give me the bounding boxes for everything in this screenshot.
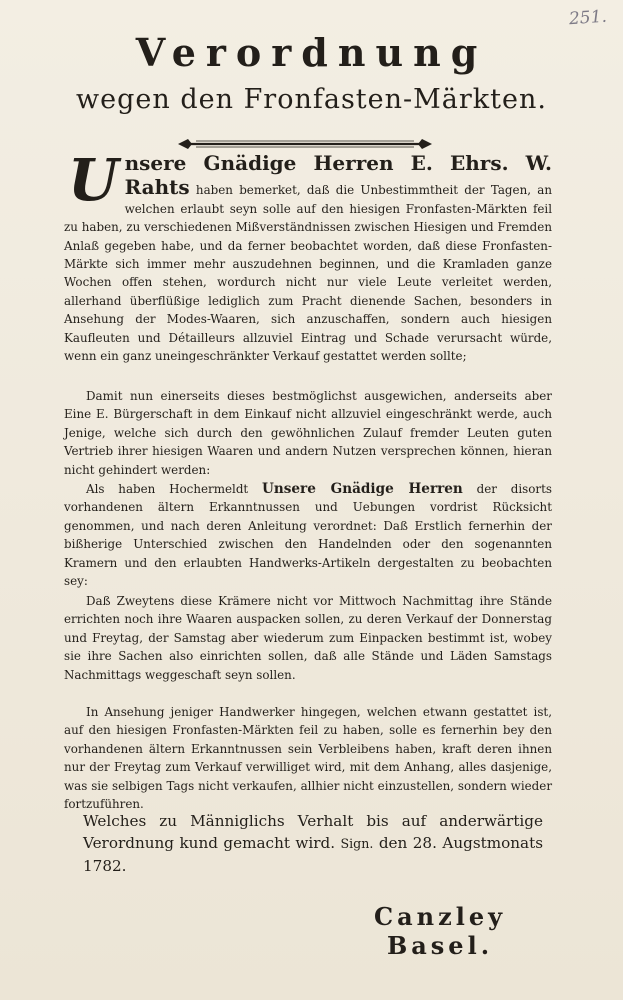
paragraph-3-after: der disorts vorhandenen ältern Erkanntnussen und Uebungen vordrist Rücksicht genommen, und nach deren Anleitung verordnet: Daß Erstlich fernerhin der bißherige Unterschied zwischen den Handelnden oder den sogenannten Kramern und den erlaubten Handwerks-Artikeln dergestalten zu beobachten sey: [64,482,552,589]
paragraph-2: Damit nun einerseits dieses bestmöglichst ausgewichen, anderseits aber Eine E. Bürgerschaft in dem Einkauf nicht allzuviel eingeschränkt werde, auch Jenige, welche sich durch den gewöhnlichen Zulauf fremder Leuten guten Vertrieb ihrer hiesigen Waaren und andern Nutzen versprechen können, hieran nicht gehindert werden: [64,389,552,477]
paragraph-3 [64,480,552,590]
paragraph-1-lead: nsere Gnädige Herren E. Ehrs. W. Rahts [124,151,552,200]
ornamental-rule [178,137,432,151]
closing-statement [83,810,543,877]
paragraph-5: In Ansehung jeniger Handwerker hingegen, welchen etwann gestattet ist, auf den hiesigen Fronfasten-Märkten feil zu haben, solle es fernerhin bey den vorhandenen ältern Erkanntnussen sein Verbleibens haben, kraft deren ihnen nur der Freytag zum Verkauf verwilliget wird, mit dem Anhang, alles dasjenige, was sie selbigen Tags nicht verkaufen, allhier nicht einzustellen, sondern wieder fortzuführen. [64,705,552,812]
drop-cap: U [68,146,119,214]
paragraph-1-text: haben bemerket, daß die Unbestimmtheit der Tagen, an welchen erlaubt seyn solle auf den hiesigen Fronfasten-Märkten feil zu haben, zu verschiedenen Mißverständnissen zwischen Hiesigen und Fremden Anlaß gegeben habe, und da ferner beobachtet worden, daß diese Fronfasten-Märkte sich immer mehr auszudehnen beginnen, und die Kramladen ganze Wochen offen stehen, wordurch nicht nur viele Leute verleitet werden, allerhand überflüßige lediglich zum Pracht dienende Sachen, besonders in Ansehung der Modes-Waaren, sich anzuschaffen, sondern auch hiesigen Kaufleuten und Détailleurs allzuviel Eintrag und Schade verursacht würde, wenn ein ganz uneingeschränkter Verkauf gestattet werden sollte; [64,183,552,364]
paragraph-3-emphasis: Unsere Gnädige Herren [262,481,463,497]
paragraph-1 [64,146,552,365]
document-subtitle: wegen den Fronfasten-Märkten. [76,84,547,115]
archive-number: 251. [568,6,608,30]
closing-sign: Sign. [340,836,374,851]
closing-date: den 28. Augstmonats 1782. [83,834,543,875]
closing-text: Welches zu Männiglichs Verhalt bis auf anderwärtige Verordnung kund gemacht wird. [83,812,543,852]
document-title: Verordnung [135,30,488,75]
chancery-signature: Canzley Basel. [373,902,507,960]
paragraph-3-before: Als haben Hochermeldt [86,482,262,496]
paragraph-4: Daß Zweytens diese Krämere nicht vor Mittwoch Nachmittag ihre Stände errichten noch ihre Waaren auspacken sollen, zu deren Verkauf der Donnerstag und Freytag, der Samstag aber wiederum zum Einpacken bestimmt ist, wobey sie ihre Sachen also einrichten sollen, daß alle Stände und Läden Samstags Nachmittags weggeschaft seyn sollen. [64,594,552,682]
